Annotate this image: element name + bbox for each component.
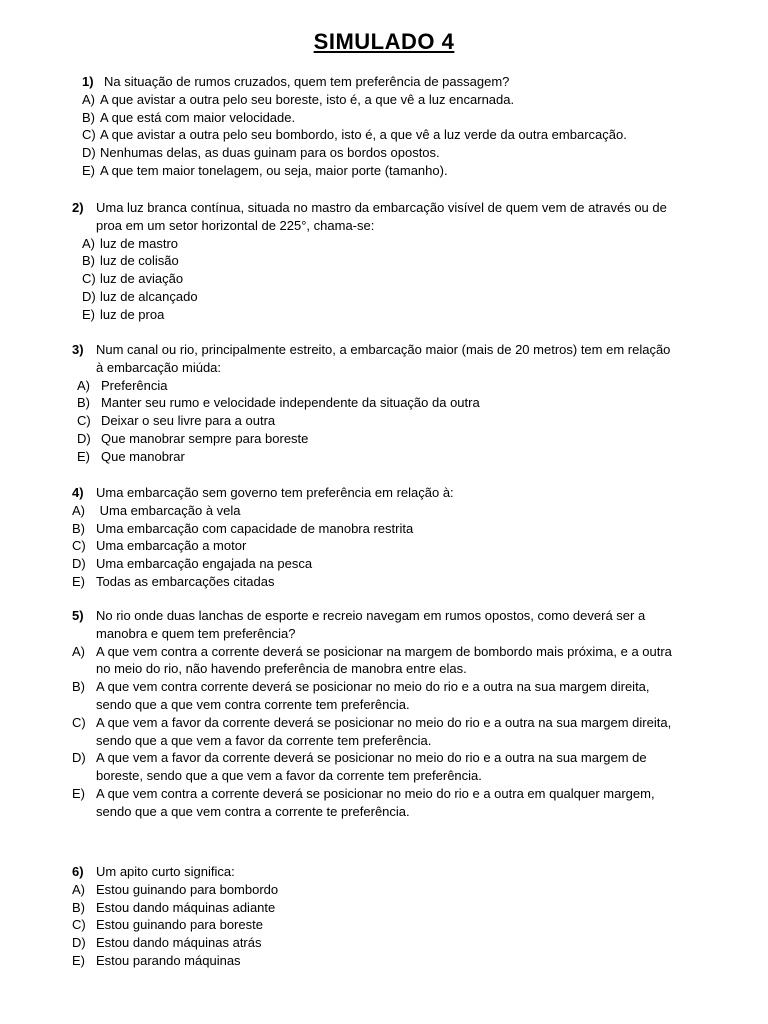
answer-option	[72, 520, 734, 538]
option-text: luz de aviação	[100, 271, 184, 287]
answer-option	[72, 952, 734, 970]
question-stem	[72, 199, 734, 235]
question-stem	[72, 607, 734, 643]
answer-option	[72, 934, 734, 952]
answer-option	[72, 91, 734, 109]
option-label: A)	[72, 643, 85, 659]
option-text: Todas as embarcações citadas	[96, 573, 275, 589]
answer-option	[72, 448, 734, 466]
option-text: luz de colisão	[100, 253, 179, 269]
answer-option	[72, 502, 734, 520]
answer-option	[72, 714, 734, 750]
question-stem	[72, 484, 734, 502]
option-label: B)	[72, 520, 85, 536]
answer-option	[72, 916, 734, 934]
option-text: Uma embarcação a motor	[96, 538, 247, 554]
page-title: SIMULADO 4	[313, 29, 455, 54]
question-stem	[72, 863, 734, 881]
option-text: Uma embarcação com capacidade de manobra restrita	[96, 520, 414, 536]
answer-option	[72, 377, 734, 395]
question-stem	[72, 341, 734, 377]
option-text: Uma embarcação à vela	[96, 502, 241, 518]
option-text: luz de proa	[100, 306, 165, 322]
option-label: D)	[72, 556, 86, 572]
option-label: C)	[72, 538, 86, 554]
option-label: E)	[72, 952, 85, 968]
option-label: B)	[77, 395, 90, 411]
option-label: B)	[82, 109, 95, 125]
option-text: sendo que a que vem contra corrente tem preferência.	[96, 696, 410, 712]
question-1	[72, 73, 734, 180]
option-label: D)	[72, 750, 86, 766]
option-label: A)	[82, 91, 95, 107]
option-text: Uma embarcação engajada na pesca	[96, 556, 313, 572]
option-text: A que vem contra corrente deverá se posicionar no meio do rio e a outra na sua margem direita,	[96, 679, 650, 695]
answer-option	[72, 749, 734, 785]
answer-option	[72, 270, 734, 288]
answer-option	[72, 785, 734, 821]
option-label: A)	[82, 235, 95, 251]
option-label: D)	[77, 430, 91, 446]
option-text: A que avistar a outra pelo seu bombordo, isto é, a que vê a luz verde da outra embarcação.	[100, 127, 627, 143]
option-text: sendo que a que vem contra a corrente te preferência.	[96, 803, 410, 819]
question-3	[72, 341, 734, 466]
option-label: C)	[72, 714, 86, 730]
option-text: A que vem a favor da corrente deverá se posicionar no meio do rio e a outra na sua margem de	[96, 750, 647, 766]
option-label: C)	[77, 413, 91, 429]
answer-option	[72, 144, 734, 162]
option-text: A que vem a favor da corrente deverá se posicionar no meio do rio e a outra na sua margem direita,	[96, 714, 672, 730]
answer-option	[72, 643, 734, 679]
option-label: D)	[82, 145, 96, 161]
answer-option	[72, 537, 734, 555]
question-6	[72, 863, 734, 970]
question-text: Num canal ou rio, principalmente estreito, a embarcação maior (mais de 20 metros) tem em relação	[96, 342, 671, 357]
answer-option	[72, 235, 734, 253]
question-text: Um apito curto significa:	[96, 864, 235, 879]
option-label: D)	[72, 935, 86, 951]
question-number: 3)	[72, 342, 84, 357]
option-label: C)	[72, 917, 86, 933]
option-label: B)	[72, 679, 85, 695]
question-text: No rio onde duas lanchas de esporte e recreio navegam em rumos opostos, como deverá ser a	[96, 608, 646, 623]
option-label: D)	[82, 288, 96, 304]
answer-option	[72, 126, 734, 144]
question-5	[72, 607, 734, 821]
question-text: Uma luz branca contínua, situada no mastro da embarcação visível de quem vem de através ou de	[96, 200, 667, 215]
option-text: A que avistar a outra pelo seu boreste, isto é, a que vê a luz encarnada.	[100, 91, 515, 107]
option-text: A que está com maior velocidade.	[100, 109, 296, 125]
answer-option	[72, 162, 734, 180]
answer-option	[72, 430, 734, 448]
option-text: Nenhumas delas, as duas guinam para os bordos opostos.	[100, 145, 440, 161]
question-number: 6)	[72, 864, 84, 879]
option-label: C)	[82, 127, 96, 143]
option-text: Manter seu rumo e velocidade independente da situação da outra	[101, 395, 480, 411]
question-4	[72, 484, 734, 591]
option-text: A que tem maior tonelagem, ou seja, maior porte (tamanho).	[100, 162, 448, 178]
answer-option	[72, 252, 734, 270]
question-number: 4)	[72, 485, 84, 500]
option-label: C)	[82, 271, 96, 287]
answer-option	[72, 306, 734, 324]
option-text: Que manobrar sempre para boreste	[101, 430, 309, 446]
option-text: Estou guinando para bombordo	[96, 881, 279, 897]
question-number: 5)	[72, 608, 84, 623]
option-label: A)	[72, 502, 85, 518]
question-number: 1)	[82, 74, 94, 89]
question-2	[72, 199, 734, 324]
option-label: E)	[77, 448, 90, 464]
option-text: no meio do rio, não havendo preferência de manobra entre elas.	[96, 661, 467, 677]
option-text: A que vem contra a corrente deverá se posicionar na margem de bombordo mais próxima, e a outra	[96, 643, 672, 659]
answer-option	[72, 899, 734, 917]
option-label: E)	[72, 785, 85, 801]
option-text: luz de alcançado	[100, 288, 198, 304]
answer-option	[72, 394, 734, 412]
option-text: boreste, sendo que a que vem a favor da corrente tem preferência.	[96, 768, 482, 784]
option-text: Que manobrar	[101, 448, 185, 464]
question-text: Na situação de rumos cruzados, quem tem preferência de passagem?	[104, 74, 510, 89]
option-label: E)	[82, 306, 95, 322]
answer-option	[72, 412, 734, 430]
answer-option	[72, 573, 734, 591]
question-stem	[72, 73, 734, 91]
question-number: 2)	[72, 200, 84, 215]
option-text: Estou dando máquinas adiante	[96, 899, 276, 915]
answer-option	[72, 881, 734, 899]
answer-option	[72, 109, 734, 127]
question-text: à embarcação miúda:	[96, 359, 222, 375]
option-text: Estou dando máquinas atrás	[96, 935, 262, 951]
option-text: luz de mastro	[100, 235, 179, 251]
answer-option	[72, 555, 734, 573]
question-text: proa em um setor horizontal de 225°, chama-se:	[96, 217, 375, 233]
option-label: E)	[72, 573, 85, 589]
option-label: B)	[82, 253, 95, 269]
option-label: A)	[72, 881, 85, 897]
answer-option	[72, 678, 734, 714]
option-text: Preferência	[101, 377, 168, 393]
option-text: Estou parando máquinas	[96, 952, 241, 968]
answer-option	[72, 288, 734, 306]
option-text: sendo que a que vem a favor da corrente tem preferência.	[96, 732, 432, 748]
option-label: E)	[82, 162, 95, 178]
question-text: Uma embarcação sem governo tem preferência em relação à:	[96, 485, 454, 500]
option-text: Deixar o seu livre para a outra	[101, 413, 276, 429]
option-text: A que vem contra a corrente deverá se posicionar no meio do rio e a outra em qualquer margem,	[96, 785, 655, 801]
option-label: A)	[77, 377, 90, 393]
question-text: manobra e quem tem preferência?	[96, 625, 296, 641]
option-label: B)	[72, 899, 85, 915]
option-text: Estou guinando para boreste	[96, 917, 263, 933]
